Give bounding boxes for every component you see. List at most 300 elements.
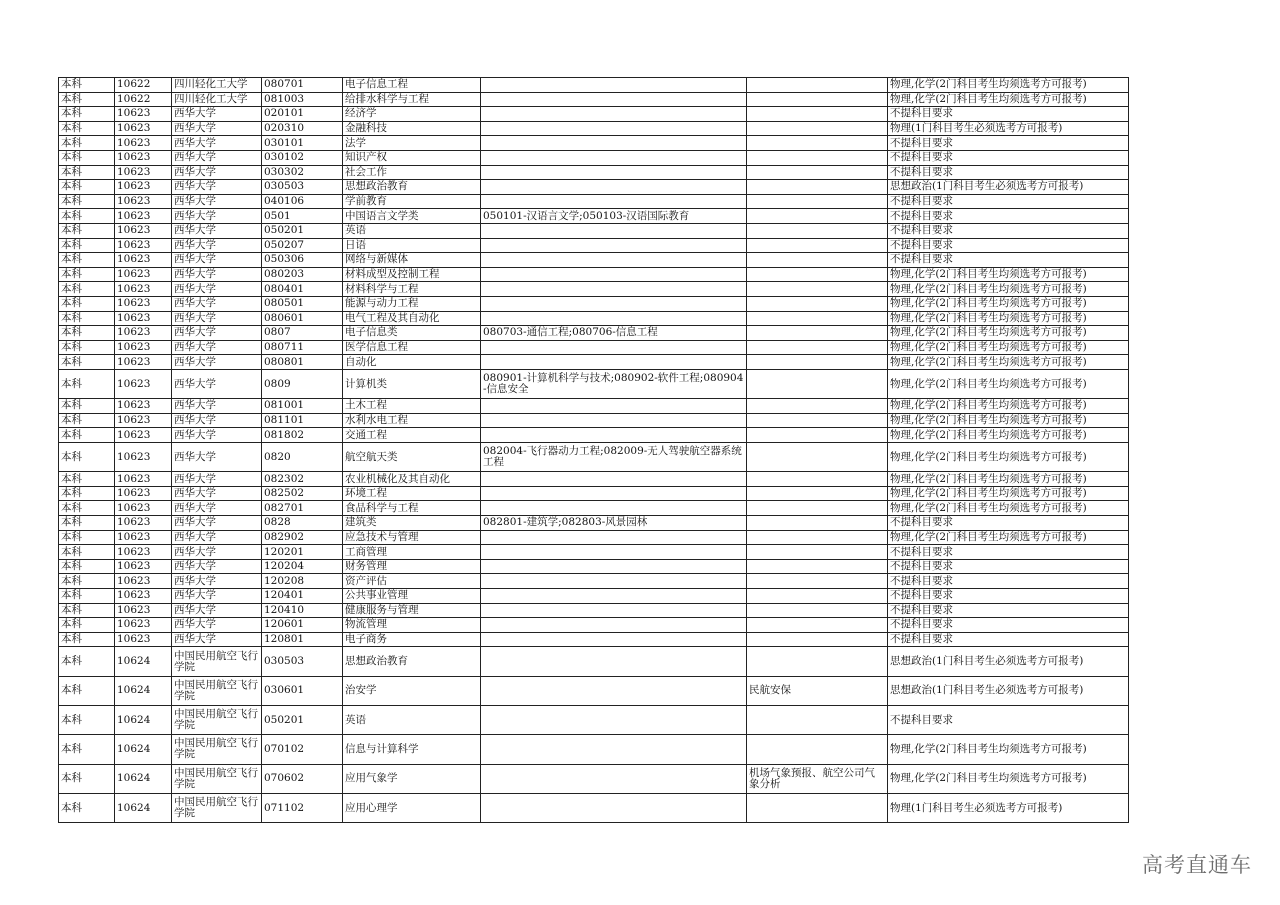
subject-requirement-cell: 不提科目要求 (888, 545, 1129, 560)
table-row (59, 589, 1129, 604)
major-name-cell: 法学 (343, 136, 481, 151)
school-code-cell: 10624 (115, 735, 172, 764)
note-cell (747, 238, 888, 253)
subject-requirement-cell: 物理,化学(2门科目考生均须选考方可报考) (888, 267, 1129, 282)
major-name-cell: 思想政治教育 (343, 647, 481, 676)
major-code-cell: 070602 (262, 764, 343, 793)
included-majors-cell: 082801-建筑学;082803-风景园林 (481, 516, 747, 531)
subject-requirement-cell: 物理,化学(2门科目考生均须选考方可报考) (888, 296, 1129, 311)
included-majors-cell (481, 296, 747, 311)
note-cell (747, 793, 888, 822)
table-row (59, 428, 1129, 443)
subject-requirement-cell: 物理,化学(2门科目考生均须选考方可报考) (888, 326, 1129, 341)
table-row (59, 78, 1129, 93)
included-majors-cell: 050101-汉语言文学;050103-汉语国际教育 (481, 209, 747, 224)
major-code-cell: 030102 (262, 150, 343, 165)
school-name-cell: 西华大学 (172, 399, 262, 414)
major-code-cell: 0501 (262, 209, 343, 224)
school-code-cell: 10623 (115, 413, 172, 428)
major-code-cell: 120401 (262, 589, 343, 604)
school-name-cell: 西华大学 (172, 150, 262, 165)
level-cell: 本科 (59, 369, 115, 398)
major-name-cell: 英语 (343, 223, 481, 238)
note-cell (747, 735, 888, 764)
school-code-cell: 10623 (115, 501, 172, 516)
school-code-cell: 10623 (115, 516, 172, 531)
watermark: 高考直通车 (1142, 853, 1252, 877)
level-cell: 本科 (59, 428, 115, 443)
included-majors-cell (481, 530, 747, 545)
subject-requirement-cell: 物理,化学(2门科目考生均须选考方可报考) (888, 486, 1129, 501)
level-cell: 本科 (59, 618, 115, 633)
included-majors-cell (481, 545, 747, 560)
major-name-cell: 水利水电工程 (343, 413, 481, 428)
school-code-cell: 10623 (115, 442, 172, 471)
table-row (59, 603, 1129, 618)
school-name-cell: 西华大学 (172, 428, 262, 443)
major-name-cell: 建筑类 (343, 516, 481, 531)
major-code-cell: 082701 (262, 501, 343, 516)
subject-requirement-cell: 不提科目要求 (888, 574, 1129, 589)
level-cell: 本科 (59, 253, 115, 268)
note-cell (747, 705, 888, 734)
subject-requirement-cell: 物理,化学(2门科目考生均须选考方可报考) (888, 764, 1129, 793)
subject-requirement-cell: 不提科目要求 (888, 209, 1129, 224)
level-cell: 本科 (59, 282, 115, 297)
school-name-cell: 西华大学 (172, 165, 262, 180)
school-name-cell: 西华大学 (172, 326, 262, 341)
level-cell: 本科 (59, 603, 115, 618)
table-row (59, 282, 1129, 297)
note-cell (747, 282, 888, 297)
major-name-cell: 应急技术与管理 (343, 530, 481, 545)
subject-requirement-cell: 不提科目要求 (888, 632, 1129, 647)
level-cell: 本科 (59, 764, 115, 793)
school-name-cell: 中国民用航空飞行学院 (172, 705, 262, 734)
major-name-cell: 计算机类 (343, 369, 481, 398)
note-cell (747, 399, 888, 414)
level-cell: 本科 (59, 516, 115, 531)
major-name-cell: 土木工程 (343, 399, 481, 414)
subject-requirement-cell: 思想政治(1门科目考生必须选考方可报考) (888, 180, 1129, 195)
table-row (59, 180, 1129, 195)
included-majors-cell (481, 676, 747, 705)
table-row (59, 545, 1129, 560)
school-name-cell: 西华大学 (172, 209, 262, 224)
included-majors-cell (481, 355, 747, 370)
included-majors-cell (481, 399, 747, 414)
level-cell: 本科 (59, 793, 115, 822)
school-code-cell: 10623 (115, 209, 172, 224)
table-row (59, 92, 1129, 107)
major-name-cell: 信息与计算科学 (343, 735, 481, 764)
note-cell (747, 107, 888, 122)
note-cell (747, 165, 888, 180)
note-cell (747, 209, 888, 224)
included-majors-cell (481, 793, 747, 822)
subject-requirement-cell: 不提科目要求 (888, 618, 1129, 633)
included-majors-cell (481, 618, 747, 633)
major-name-cell: 应用心理学 (343, 793, 481, 822)
table-row (59, 136, 1129, 151)
level-cell: 本科 (59, 472, 115, 487)
included-majors-cell (481, 486, 747, 501)
level-cell: 本科 (59, 399, 115, 414)
included-majors-cell (481, 413, 747, 428)
subject-requirement-cell: 物理,化学(2门科目考生均须选考方可报考) (888, 472, 1129, 487)
school-name-cell: 中国民用航空飞行学院 (172, 764, 262, 793)
major-name-cell: 医学信息工程 (343, 340, 481, 355)
school-name-cell: 西华大学 (172, 355, 262, 370)
subject-requirement-cell: 不提科目要求 (888, 705, 1129, 734)
school-name-cell: 西华大学 (172, 296, 262, 311)
major-name-cell: 金融科技 (343, 121, 481, 136)
major-code-cell: 080601 (262, 311, 343, 326)
school-code-cell: 10623 (115, 296, 172, 311)
table-row (59, 501, 1129, 516)
included-majors-cell (481, 559, 747, 574)
major-code-cell: 082902 (262, 530, 343, 545)
included-majors-cell (481, 311, 747, 326)
subject-requirement-cell: 不提科目要求 (888, 589, 1129, 604)
subject-requirement-cell: 物理,化学(2门科目考生均须选考方可报考) (888, 78, 1129, 93)
table-row (59, 516, 1129, 531)
school-code-cell: 10623 (115, 574, 172, 589)
level-cell: 本科 (59, 647, 115, 676)
included-majors-cell (481, 705, 747, 734)
major-name-cell: 电子商务 (343, 632, 481, 647)
level-cell: 本科 (59, 180, 115, 195)
included-majors-cell (481, 472, 747, 487)
school-code-cell: 10623 (115, 632, 172, 647)
major-code-cell: 120204 (262, 559, 343, 574)
level-cell: 本科 (59, 589, 115, 604)
school-name-cell: 中国民用航空飞行学院 (172, 793, 262, 822)
table-row (59, 705, 1129, 734)
table-row (59, 340, 1129, 355)
school-name-cell: 西华大学 (172, 442, 262, 471)
level-cell: 本科 (59, 296, 115, 311)
school-name-cell: 西华大学 (172, 238, 262, 253)
note-cell (747, 530, 888, 545)
subject-requirement-cell: 不提科目要求 (888, 136, 1129, 151)
note-cell (747, 253, 888, 268)
level-cell: 本科 (59, 632, 115, 647)
major-name-cell: 应用气象学 (343, 764, 481, 793)
major-code-cell: 040106 (262, 194, 343, 209)
table-row (59, 107, 1129, 122)
level-cell: 本科 (59, 238, 115, 253)
note-cell (747, 180, 888, 195)
note-cell (747, 428, 888, 443)
subject-requirement-cell: 思想政治(1门科目考生必须选考方可报考) (888, 676, 1129, 705)
note-cell (747, 472, 888, 487)
included-majors-cell (481, 340, 747, 355)
school-name-cell: 西华大学 (172, 282, 262, 297)
major-name-cell: 网络与新媒体 (343, 253, 481, 268)
level-cell: 本科 (59, 267, 115, 282)
major-name-cell: 经济学 (343, 107, 481, 122)
level-cell: 本科 (59, 574, 115, 589)
school-name-cell: 西华大学 (172, 516, 262, 531)
included-majors-cell (481, 107, 747, 122)
major-name-cell: 物流管理 (343, 618, 481, 633)
level-cell: 本科 (59, 486, 115, 501)
major-code-cell: 030503 (262, 647, 343, 676)
major-code-cell: 080203 (262, 267, 343, 282)
table-row (59, 399, 1129, 414)
table-row (59, 793, 1129, 822)
school-code-cell: 10623 (115, 618, 172, 633)
school-name-cell: 西华大学 (172, 107, 262, 122)
note-cell (747, 632, 888, 647)
school-name-cell: 西华大学 (172, 632, 262, 647)
subject-requirement-cell: 物理,化学(2门科目考生均须选考方可报考) (888, 340, 1129, 355)
school-name-cell: 西华大学 (172, 267, 262, 282)
note-cell (747, 413, 888, 428)
school-code-cell: 10623 (115, 165, 172, 180)
school-name-cell: 西华大学 (172, 369, 262, 398)
table-row (59, 238, 1129, 253)
included-majors-cell (481, 92, 747, 107)
note-cell (747, 78, 888, 93)
major-code-cell: 081802 (262, 428, 343, 443)
included-majors-cell (481, 253, 747, 268)
table-row (59, 764, 1129, 793)
school-name-cell: 西华大学 (172, 340, 262, 355)
school-name-cell: 西华大学 (172, 530, 262, 545)
school-code-cell: 10623 (115, 326, 172, 341)
note-cell (747, 136, 888, 151)
table-row (59, 165, 1129, 180)
major-code-cell: 081001 (262, 399, 343, 414)
major-code-cell: 080801 (262, 355, 343, 370)
major-name-cell: 电子信息工程 (343, 78, 481, 93)
subject-requirement-cell: 物理,化学(2门科目考生均须选考方可报考) (888, 355, 1129, 370)
note-cell (747, 150, 888, 165)
major-code-cell: 071102 (262, 793, 343, 822)
major-name-cell: 交通工程 (343, 428, 481, 443)
level-cell: 本科 (59, 530, 115, 545)
school-code-cell: 10623 (115, 545, 172, 560)
level-cell: 本科 (59, 136, 115, 151)
school-name-cell: 中国民用航空飞行学院 (172, 647, 262, 676)
major-name-cell: 材料成型及控制工程 (343, 267, 481, 282)
note-cell (747, 92, 888, 107)
major-name-cell: 思想政治教育 (343, 180, 481, 195)
table-row (59, 530, 1129, 545)
table-row (59, 253, 1129, 268)
school-code-cell: 10623 (115, 107, 172, 122)
included-majors-cell (481, 136, 747, 151)
school-name-cell: 西华大学 (172, 180, 262, 195)
table-row (59, 121, 1129, 136)
school-name-cell: 西华大学 (172, 472, 262, 487)
note-cell (747, 559, 888, 574)
level-cell: 本科 (59, 676, 115, 705)
school-name-cell: 西华大学 (172, 413, 262, 428)
included-majors-cell (481, 647, 747, 676)
table-row (59, 559, 1129, 574)
school-code-cell: 10623 (115, 428, 172, 443)
major-name-cell: 学前教育 (343, 194, 481, 209)
major-code-cell: 120201 (262, 545, 343, 560)
major-name-cell: 社会工作 (343, 165, 481, 180)
school-name-cell: 西华大学 (172, 253, 262, 268)
major-code-cell: 082302 (262, 472, 343, 487)
level-cell: 本科 (59, 121, 115, 136)
school-name-cell: 西华大学 (172, 574, 262, 589)
major-code-cell: 030601 (262, 676, 343, 705)
major-code-cell: 120208 (262, 574, 343, 589)
major-code-cell: 120410 (262, 603, 343, 618)
note-cell (747, 442, 888, 471)
school-name-cell: 西华大学 (172, 486, 262, 501)
level-cell: 本科 (59, 194, 115, 209)
major-name-cell: 日语 (343, 238, 481, 253)
included-majors-cell (481, 165, 747, 180)
subject-requirement-cell: 物理,化学(2门科目考生均须选考方可报考) (888, 311, 1129, 326)
subject-requirement-cell: 物理,化学(2门科目考生均须选考方可报考) (888, 92, 1129, 107)
major-code-cell: 050201 (262, 223, 343, 238)
note-cell (747, 516, 888, 531)
table-row (59, 223, 1129, 238)
school-code-cell: 10623 (115, 282, 172, 297)
school-code-cell: 10623 (115, 399, 172, 414)
table-row (59, 369, 1129, 398)
school-code-cell: 10623 (115, 355, 172, 370)
subject-requirement-cell: 不提科目要求 (888, 253, 1129, 268)
level-cell: 本科 (59, 78, 115, 93)
included-majors-cell (481, 150, 747, 165)
subject-requirement-cell: 物理(1门科目考生必须选考方可报考) (888, 121, 1129, 136)
school-code-cell: 10624 (115, 793, 172, 822)
subject-requirement-cell: 不提科目要求 (888, 107, 1129, 122)
school-code-cell: 10623 (115, 194, 172, 209)
note-cell (747, 340, 888, 355)
major-name-cell: 电气工程及其自动化 (343, 311, 481, 326)
subject-requirement-cell: 不提科目要求 (888, 603, 1129, 618)
level-cell: 本科 (59, 442, 115, 471)
level-cell: 本科 (59, 311, 115, 326)
school-name-cell: 西华大学 (172, 545, 262, 560)
school-code-cell: 10624 (115, 705, 172, 734)
school-code-cell: 10622 (115, 78, 172, 93)
table-row (59, 413, 1129, 428)
major-name-cell: 给排水科学与工程 (343, 92, 481, 107)
level-cell: 本科 (59, 209, 115, 224)
level-cell: 本科 (59, 355, 115, 370)
table-row (59, 311, 1129, 326)
school-name-cell: 西华大学 (172, 121, 262, 136)
note-cell (747, 326, 888, 341)
table-row (59, 267, 1129, 282)
note-cell (747, 369, 888, 398)
included-majors-cell: 080703-通信工程;080706-信息工程 (481, 326, 747, 341)
note-cell: 民航安保 (747, 676, 888, 705)
major-name-cell: 电子信息类 (343, 326, 481, 341)
note-cell (747, 355, 888, 370)
included-majors-cell (481, 238, 747, 253)
subject-requirement-cell: 思想政治(1门科目考生必须选考方可报考) (888, 647, 1129, 676)
school-code-cell: 10623 (115, 530, 172, 545)
table-row (59, 735, 1129, 764)
level-cell: 本科 (59, 705, 115, 734)
major-name-cell: 中国语言文学类 (343, 209, 481, 224)
table-row (59, 632, 1129, 647)
note-cell (747, 121, 888, 136)
school-code-cell: 10623 (115, 589, 172, 604)
note-cell (747, 618, 888, 633)
major-code-cell: 080711 (262, 340, 343, 355)
table-row (59, 150, 1129, 165)
note-cell (747, 603, 888, 618)
major-name-cell: 能源与动力工程 (343, 296, 481, 311)
school-code-cell: 10623 (115, 150, 172, 165)
subject-requirement-cell: 不提科目要求 (888, 559, 1129, 574)
major-code-cell: 0809 (262, 369, 343, 398)
level-cell: 本科 (59, 559, 115, 574)
school-code-cell: 10623 (115, 223, 172, 238)
major-code-cell: 080501 (262, 296, 343, 311)
major-code-cell: 030101 (262, 136, 343, 151)
school-code-cell: 10624 (115, 647, 172, 676)
subject-requirement-cell: 物理,化学(2门科目考生均须选考方可报考) (888, 413, 1129, 428)
subject-requirement-cell: 物理,化学(2门科目考生均须选考方可报考) (888, 428, 1129, 443)
included-majors-cell (481, 267, 747, 282)
subject-requirement-cell: 物理,化学(2门科目考生均须选考方可报考) (888, 282, 1129, 297)
school-name-cell: 西华大学 (172, 194, 262, 209)
school-code-cell: 10624 (115, 676, 172, 705)
major-name-cell: 食品科学与工程 (343, 501, 481, 516)
subject-requirement-cell: 物理,化学(2门科目考生均须选考方可报考) (888, 442, 1129, 471)
subject-requirement-cell: 不提科目要求 (888, 150, 1129, 165)
note-cell (747, 223, 888, 238)
subject-requirement-cell: 不提科目要求 (888, 194, 1129, 209)
note-cell (747, 589, 888, 604)
table-row (59, 355, 1129, 370)
level-cell: 本科 (59, 326, 115, 341)
subject-requirement-cell: 物理,化学(2门科目考生均须选考方可报考) (888, 530, 1129, 545)
note-cell (747, 574, 888, 589)
school-code-cell: 10624 (115, 764, 172, 793)
school-name-cell: 四川轻化工大学 (172, 92, 262, 107)
subject-requirement-cell: 物理,化学(2门科目考生均须选考方可报考) (888, 735, 1129, 764)
school-code-cell: 10623 (115, 559, 172, 574)
level-cell: 本科 (59, 340, 115, 355)
major-code-cell: 080701 (262, 78, 343, 93)
school-code-cell: 10623 (115, 238, 172, 253)
major-code-cell: 030302 (262, 165, 343, 180)
level-cell: 本科 (59, 92, 115, 107)
note-cell (747, 501, 888, 516)
note-cell (747, 486, 888, 501)
note-cell (747, 194, 888, 209)
table-row (59, 296, 1129, 311)
included-majors-cell (481, 194, 747, 209)
major-code-cell: 081003 (262, 92, 343, 107)
table-row (59, 647, 1129, 676)
level-cell: 本科 (59, 413, 115, 428)
level-cell: 本科 (59, 107, 115, 122)
note-cell (747, 296, 888, 311)
school-code-cell: 10623 (115, 603, 172, 618)
table-row (59, 442, 1129, 471)
note-cell (747, 311, 888, 326)
school-name-cell: 西华大学 (172, 223, 262, 238)
school-code-cell: 10623 (115, 369, 172, 398)
included-majors-cell: 080901-计算机科学与技术;080902-软件工程;080904-信息安全 (481, 369, 747, 398)
